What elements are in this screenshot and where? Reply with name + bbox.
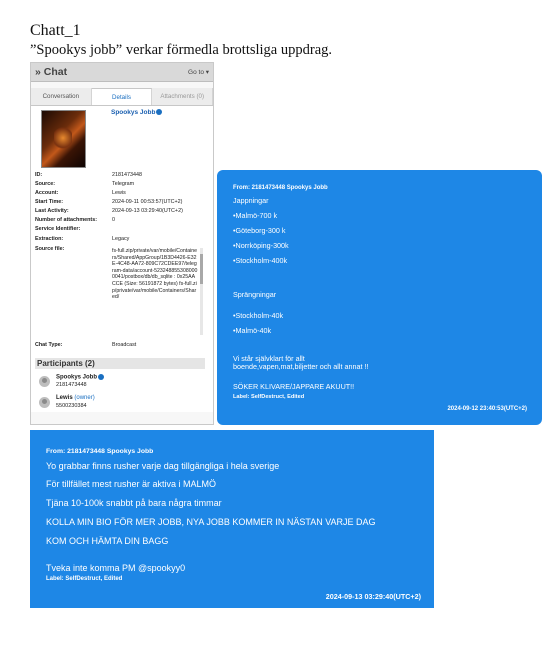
panel-title: Chat	[43, 66, 68, 78]
contact-name-text: Spookys Jobb	[111, 109, 156, 116]
field-value: 0	[112, 217, 115, 223]
participant-id: 2181473448	[56, 382, 87, 388]
field-value: Broadcast	[112, 342, 137, 348]
tab-conversation[interactable]: Conversation	[31, 88, 92, 105]
field-key: Chat Type:	[35, 342, 63, 348]
goto-menu[interactable]: Go to ▾	[188, 69, 209, 76]
field-value: 2024-09-11 00:53:57(UTC+2)	[112, 199, 183, 205]
source-file-path[interactable]: fs-full.zip/private/var/mobile/Containers/Shared/AppGroup/1B3D4426-E32E-4C48-AA72-809C72CDEE97/telegram-data/account-5232488553080000041/postbox/db/db_sqlite : 0x25AACCE (Size: 56191872 bytes) fs-full.zip/private/var/mobile/Containers/Shared/	[112, 248, 198, 301]
field-key: Number of attachments:	[35, 217, 98, 223]
field-key: Source:	[35, 181, 56, 187]
message-bubble-2	[30, 430, 434, 608]
message-line: Tveka inte komma PM @spookyy0	[46, 563, 186, 573]
message-bubble-1	[217, 170, 542, 425]
message-line: •Norrköping-300k	[233, 241, 289, 250]
field-key: Account:	[35, 190, 59, 196]
message-line: För tillfället mest rusher är aktiva i MALMÖ	[46, 479, 217, 489]
chat-details-panel	[30, 62, 214, 425]
message-line: KOM OCH HÄMTA DIN BAGG	[46, 536, 169, 546]
tab-attachments[interactable]: Attachments (0)	[152, 88, 213, 105]
message-sender: From: 2181473448 Spookys Jobb	[233, 185, 328, 191]
user-icon	[39, 376, 50, 387]
message-line: •Stockholm-400k	[233, 256, 288, 265]
message-line: boende,vapen,mat,biljetter och allt annat !!	[233, 362, 369, 371]
field-key: Service Identifier:	[35, 226, 81, 232]
avatar-figure	[54, 125, 72, 151]
tab-bar	[31, 88, 213, 106]
message-label: Label: SelfDestruct, Edited	[233, 394, 305, 400]
field-key: ID:	[35, 172, 43, 178]
participants-header: Participants (2)	[35, 358, 205, 369]
message-line: Tjäna 10-100k snabbt på bara några timmar	[46, 498, 222, 508]
document-subheading: ”Spookys jobb” verkar förmedla brottsliga uppdrag.	[30, 42, 333, 58]
panel-title-wrap	[35, 66, 67, 78]
source-file-scrollbar[interactable]	[200, 248, 203, 335]
collapse-icon[interactable]: »	[35, 66, 41, 78]
message-line: Jappningar	[233, 196, 269, 205]
verified-icon	[98, 374, 104, 380]
field-key: Last Activity:	[35, 208, 69, 214]
participant-name: Lewis	[56, 395, 73, 401]
document-heading: Chatt_1	[30, 22, 81, 39]
panel-header	[31, 63, 213, 82]
field-key: Start Time:	[35, 199, 64, 205]
participant-name-wrap	[56, 374, 104, 381]
field-key: Extraction:	[35, 236, 64, 242]
tab-details[interactable]: Details	[92, 88, 153, 105]
message-line: Sprängningar	[233, 290, 277, 299]
field-value: Telegram	[112, 181, 135, 187]
participant-role: (owner)	[74, 395, 95, 401]
contact-name	[111, 109, 162, 116]
participant-id: 5500230384	[56, 403, 87, 409]
message-line: •Göteborg-300 k	[233, 226, 286, 235]
message-label: Label: SelfDestruct, Edited	[46, 576, 123, 582]
field-value: 2024-09-13 03:29:40(UTC+2)	[112, 208, 183, 214]
field-value: Lewis	[112, 190, 126, 196]
avatar	[41, 110, 86, 168]
message-line: •Malmö-40k	[233, 326, 272, 335]
message-line: KOLLA MIN BIO FÖR MER JOBB, NYA JOBB KOMMER IN NÄSTAN VARJE DAG	[46, 517, 376, 527]
user-icon	[39, 397, 50, 408]
message-timestamp: 2024-09-12 23:40:53(UTC+2)	[447, 406, 527, 412]
participant-name-wrap	[56, 395, 95, 401]
message-line: Yo grabbar finns rusher varje dag tillgängliga i hela sverige	[46, 461, 280, 471]
message-sender: From: 2181473448 Spookys Jobb	[46, 448, 154, 455]
field-value: Legacy	[112, 236, 130, 242]
participant-name: Spookys Jobb	[56, 374, 98, 381]
details-body	[31, 106, 213, 412]
message-line: •Malmö-700 k	[233, 211, 278, 220]
message-line: Vi står självklart för allt	[233, 354, 305, 363]
message-line: •Stockholm-40k	[233, 311, 284, 320]
message-timestamp: 2024-09-13 03:29:40(UTC+2)	[325, 592, 421, 601]
scrollbar-thumb[interactable]	[200, 254, 203, 284]
verified-icon	[156, 109, 162, 115]
field-value: 2181473448	[112, 172, 142, 178]
message-line: SÖKER KLIVARE/JAPPARE AKUUT!!	[233, 382, 355, 391]
field-key: Source file:	[35, 246, 65, 252]
